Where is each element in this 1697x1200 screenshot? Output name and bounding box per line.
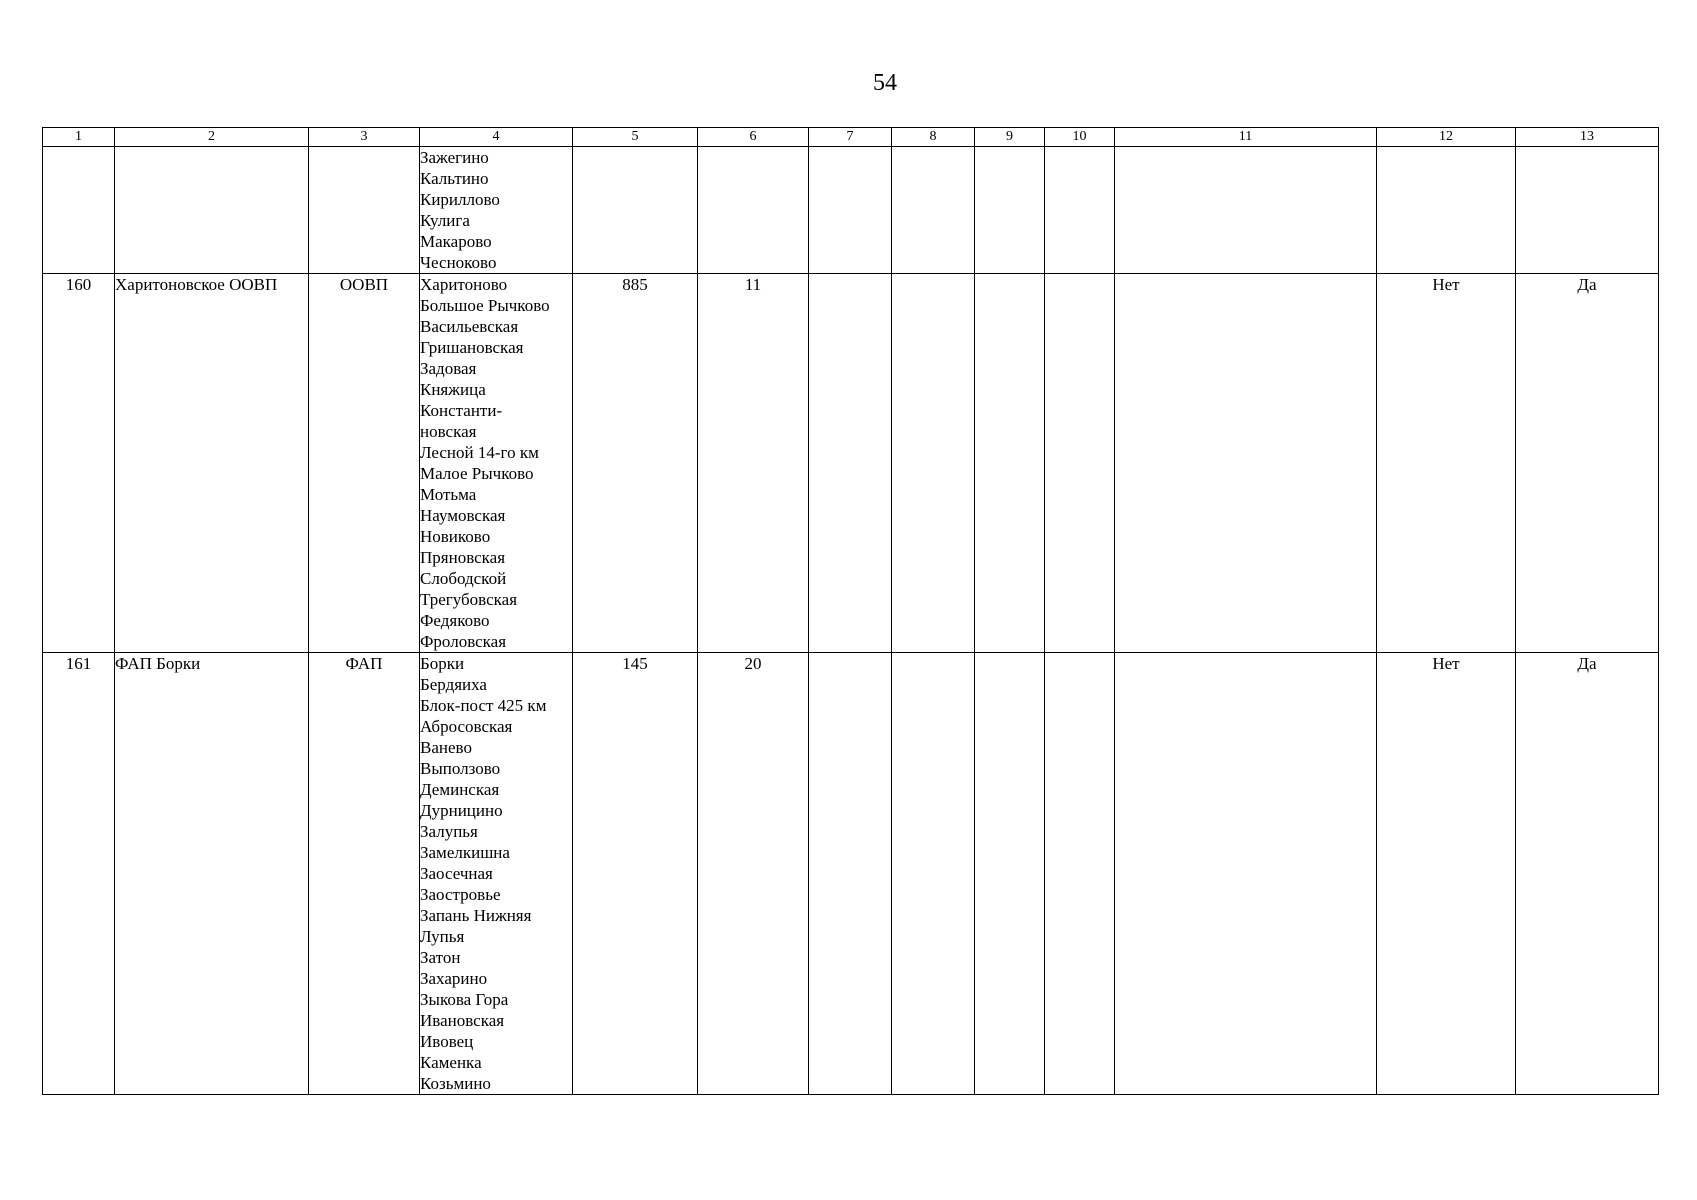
cell-col-12 — [1377, 274, 1516, 653]
cell-number-text: 160 — [65, 275, 92, 294]
cell-col-5-text: 145 — [622, 654, 648, 673]
column-header: 11 — [1115, 128, 1377, 147]
column-header: 8 — [892, 128, 975, 147]
page-number: 54 — [873, 70, 897, 96]
settlement-name: Кулига — [420, 211, 470, 230]
settlement-name: Затон — [420, 948, 461, 967]
settlement-name: Макарово — [420, 232, 492, 251]
settlement-name: Зажегино — [420, 148, 489, 167]
cell-facility-name — [115, 653, 309, 1095]
cell-facility-type — [309, 147, 420, 274]
settlement-name: Козьмино — [420, 1074, 491, 1093]
cell-col-12-text: Нет — [1432, 654, 1460, 673]
table-row — [43, 147, 1659, 274]
settlement-name: Кальтино — [420, 169, 489, 188]
cell-col-8 — [892, 147, 975, 274]
settlement-name: Ванево — [420, 738, 472, 757]
cell-col-10 — [1045, 274, 1115, 653]
column-header: 7 — [809, 128, 892, 147]
cell-col-7 — [809, 653, 892, 1095]
settlement-name: Абросовская — [420, 717, 513, 736]
cell-col-9 — [975, 653, 1045, 1095]
cell-number-text: 161 — [65, 654, 92, 673]
column-header: 12 — [1377, 128, 1516, 147]
column-header: 6 — [698, 128, 809, 147]
settlement-name: Княжица — [420, 380, 486, 399]
cell-col-12-text: Нет — [1432, 275, 1460, 294]
table-row — [43, 274, 1659, 653]
settlement-name: Трегубовская — [420, 590, 518, 609]
settlement-name: Ивановская — [420, 1011, 505, 1030]
cell-col-6-text: 20 — [744, 654, 762, 673]
cell-col-6-text: 11 — [744, 275, 762, 294]
settlement-name: Деминская — [420, 780, 500, 799]
table-row — [43, 653, 1659, 1095]
settlement-name: Большое Рычково — [420, 296, 550, 315]
cell-col-13-text: Да — [1577, 654, 1597, 673]
cell-col-5 — [573, 653, 698, 1095]
cell-facility-type-text: ООВП — [339, 275, 389, 294]
cell-facility-type — [309, 274, 420, 653]
cell-col-6 — [698, 274, 809, 653]
column-header: 10 — [1045, 128, 1115, 147]
cell-col-5-text: 885 — [622, 275, 648, 294]
column-header: 9 — [975, 128, 1045, 147]
settlement-name: Борки — [420, 654, 465, 673]
cell-col-11 — [1115, 653, 1377, 1095]
settlement-name: Каменка — [420, 1053, 482, 1072]
cell-number — [43, 653, 115, 1095]
settlement-name: Бердяиха — [420, 675, 487, 694]
cell-col-13 — [1516, 274, 1659, 653]
settlement-name: Слободской — [420, 569, 507, 588]
settlement-name: Лесной 14-го км — [420, 443, 539, 462]
settlement-name: новская — [420, 422, 477, 441]
settlement-name: Залупья — [420, 822, 478, 841]
cell-col-11 — [1115, 274, 1377, 653]
cell-col-5 — [573, 147, 698, 274]
settlement-name: Мотьма — [420, 485, 477, 504]
settlement-name: Наумовская — [420, 506, 506, 525]
cell-col-9 — [975, 147, 1045, 274]
settlement-name: Харитоново — [420, 275, 508, 294]
settlement-name: Константи- — [420, 401, 503, 420]
cell-facility-type — [309, 653, 420, 1095]
settlement-name: Зыкова Гора — [420, 990, 509, 1009]
settlement-name: Дурницино — [420, 801, 503, 820]
cell-col-11 — [1115, 147, 1377, 274]
cell-col-7 — [809, 274, 892, 653]
settlement-name: Пряновская — [420, 548, 506, 567]
cell-col-8 — [892, 653, 975, 1095]
cell-number — [43, 147, 115, 274]
cell-settlements — [420, 274, 573, 653]
cell-col-12 — [1377, 147, 1516, 274]
settlement-name: Лупья — [420, 927, 465, 946]
cell-number — [43, 274, 115, 653]
settlement-name: Блок-пост 425 км — [420, 696, 547, 715]
settlement-name: Замелкишна — [420, 843, 510, 862]
settlement-name: Выползово — [420, 759, 501, 778]
cell-facility-name — [115, 274, 309, 653]
data-table — [42, 127, 1659, 1095]
settlement-name: Гришановская — [420, 338, 524, 357]
cell-col-6 — [698, 147, 809, 274]
cell-col-5 — [573, 274, 698, 653]
cell-settlements — [420, 147, 573, 274]
settlement-name: Заосечная — [420, 864, 493, 883]
settlement-name: Кириллово — [420, 190, 500, 209]
settlement-name: Малое Рычково — [420, 464, 534, 483]
cell-col-12 — [1377, 653, 1516, 1095]
settlement-name: Задовая — [420, 359, 477, 378]
column-header: 4 — [420, 128, 573, 147]
cell-col-13 — [1516, 147, 1659, 274]
settlement-name: Ивовец — [420, 1032, 474, 1051]
column-header: 13 — [1516, 128, 1659, 147]
cell-col-10 — [1045, 653, 1115, 1095]
settlement-name: Федяково — [420, 611, 490, 630]
cell-facility-type-text: ФАП — [345, 654, 383, 673]
cell-col-8 — [892, 274, 975, 653]
settlement-name: Новиково — [420, 527, 491, 546]
cell-settlements — [420, 653, 573, 1095]
cell-col-9 — [975, 274, 1045, 653]
cell-col-7 — [809, 147, 892, 274]
settlement-name: Запань Нижняя — [420, 906, 532, 925]
cell-col-13-text: Да — [1577, 275, 1597, 294]
settlement-name: Фроловская — [420, 632, 507, 651]
cell-facility-name — [115, 147, 309, 274]
cell-col-13 — [1516, 653, 1659, 1095]
column-header: 5 — [573, 128, 698, 147]
header-row — [43, 128, 1659, 147]
cell-col-10 — [1045, 147, 1115, 274]
settlement-name: Васильевская — [420, 317, 519, 336]
cell-facility-name-text: ФАП Борки — [115, 654, 201, 673]
settlement-name: Захарино — [420, 969, 488, 988]
settlement-name: Заостровье — [420, 885, 501, 904]
cell-col-6 — [698, 653, 809, 1095]
column-header: 2 — [115, 128, 309, 147]
column-header: 3 — [309, 128, 420, 147]
cell-facility-name-text: Харитоновское ООВП — [115, 275, 278, 294]
column-header: 1 — [43, 128, 115, 147]
settlement-name: Чесноково — [420, 253, 497, 272]
